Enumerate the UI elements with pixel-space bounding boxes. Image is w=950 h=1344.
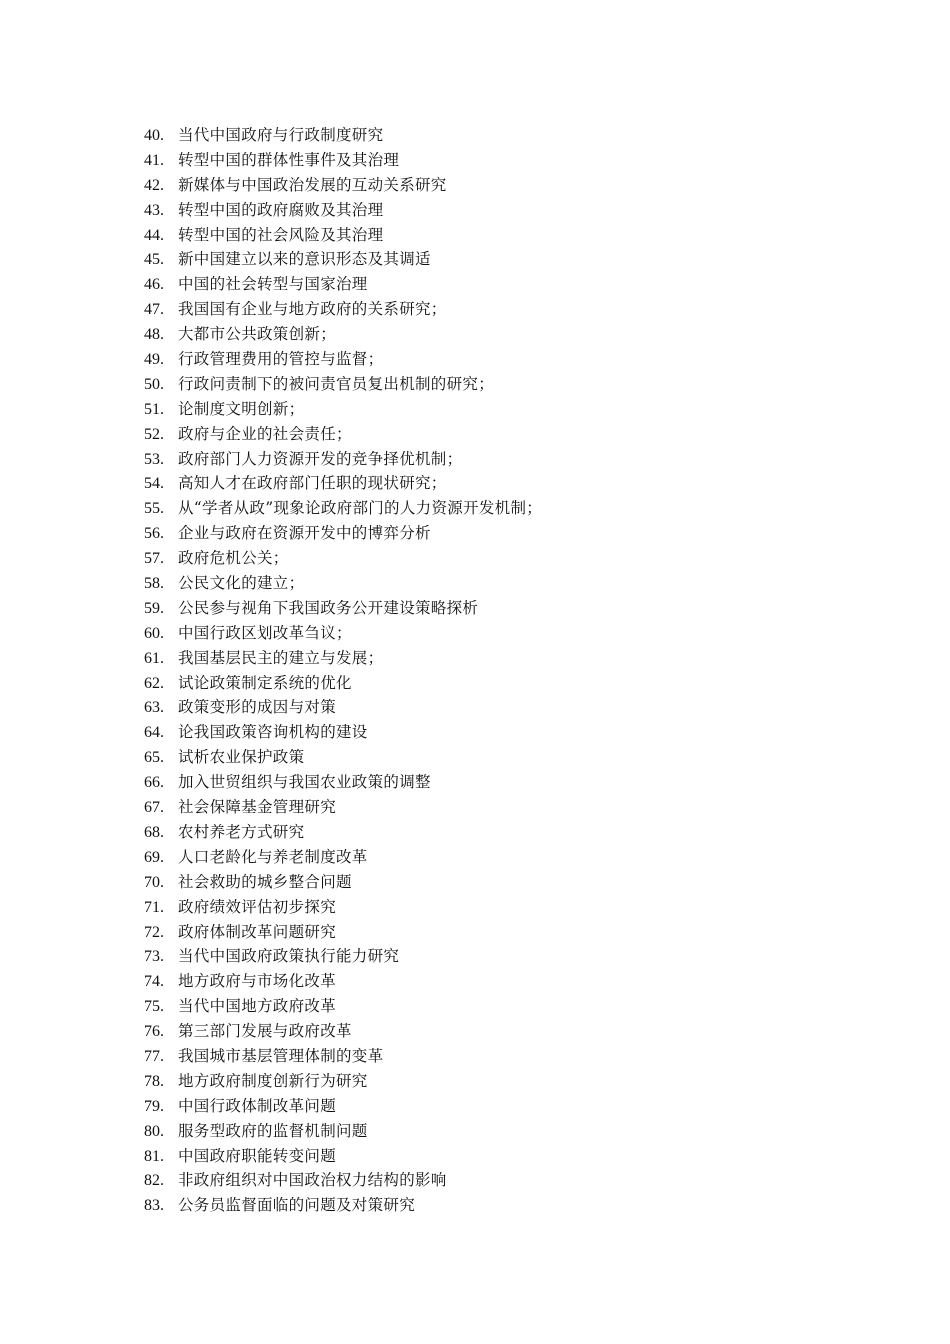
list-item-text: 公务员监督面临的问题及对策研究 [178, 1196, 416, 1215]
list-item [144, 148, 542, 173]
list-item-number: 40. [144, 127, 164, 144]
list-item [144, 695, 542, 720]
list-item-text: 高知人才在政府部门任职的现状研究； [178, 474, 447, 493]
list-item [144, 1069, 542, 1094]
list-item [144, 596, 542, 621]
list-item-text: 社会保障基金管理研究 [178, 798, 337, 817]
list-item [144, 471, 542, 496]
list-item [144, 521, 542, 546]
list-item [144, 795, 542, 820]
list-item-text: 政府与企业的社会责任； [178, 424, 352, 443]
list-item-text: 中国行政区划改革刍议； [178, 623, 352, 642]
list-item-number: 78. [144, 1072, 164, 1090]
list-item-text: 政府绩效评估初步探究 [178, 897, 337, 916]
list-item-text: 政府部门人力资源开发的竞争择优机制； [178, 449, 463, 468]
list-item-text: 我国基层民主的建立与发展； [178, 648, 384, 667]
list-item [144, 1044, 542, 1069]
list-item-number: 73. [144, 948, 164, 966]
list-item-text: 当代中国政府政策执行能力研究 [178, 947, 400, 966]
list-item-text: 中国的社会转型与国家治理 [178, 275, 368, 294]
list-item-text: 企业与政府在资源开发中的博弈分析 [178, 524, 431, 543]
list-item [144, 198, 542, 223]
list-item-text: 大都市公共政策创新； [178, 325, 337, 344]
list-item-text: 论我国政策咨询机构的建设 [178, 723, 368, 742]
list-item-text: 我国国有企业与地方政府的关系研究； [178, 300, 447, 319]
list-item-number: 69. [144, 848, 164, 866]
list-item [144, 720, 542, 745]
list-item-text: 新中国建立以来的意识形态及其调适 [178, 250, 431, 269]
list-item-text: 政府体制改革问题研究 [178, 922, 337, 941]
list-item [144, 895, 542, 920]
list-item [144, 347, 542, 372]
list-item-number: 72. [144, 923, 164, 941]
list-item-number: 55. [144, 500, 164, 518]
list-item [144, 646, 542, 671]
list-item-number: 75. [144, 998, 164, 1016]
list-item-number: 45. [144, 251, 164, 269]
list-item-number: 71. [144, 898, 164, 916]
list-item-number: 44. [144, 226, 164, 244]
list-item-text: 人口老龄化与养老制度改革 [178, 847, 368, 866]
list-item-text: 政府危机公关； [178, 549, 289, 568]
list-item-text: 试析农业保护政策 [178, 748, 305, 767]
list-item-text: 转型中国的社会风险及其治理 [178, 225, 384, 244]
list-item [144, 173, 542, 198]
list-item-number: 48. [144, 326, 164, 344]
list-item-number: 46. [144, 276, 164, 294]
list-item-number: 82. [144, 1172, 164, 1190]
list-item-number: 60. [144, 624, 164, 642]
list-item-text: 我国城市基层管理体制的变革 [178, 1046, 384, 1065]
list-item [144, 223, 542, 248]
list-item [144, 1144, 542, 1169]
list-item [144, 994, 542, 1019]
list-item [144, 496, 542, 521]
list-item-number: 63. [144, 699, 164, 717]
list-item [144, 671, 542, 696]
list-item-text: 农村养老方式研究 [178, 822, 305, 841]
list-item [144, 820, 542, 845]
list-item [144, 770, 542, 795]
list-item [144, 920, 542, 945]
list-item-text: 中国行政体制改革问题 [178, 1096, 337, 1115]
list-item [144, 1119, 542, 1144]
list-item-text: 中国政府职能转变问题 [178, 1146, 337, 1165]
list-item-number: 76. [144, 1023, 164, 1041]
list-item [144, 944, 542, 969]
list-item-number: 53. [144, 450, 164, 468]
list-item [144, 1094, 542, 1119]
list-item-text: 行政问责制下的被问责官员复出机制的研究； [178, 374, 495, 393]
list-item [144, 1193, 542, 1218]
list-item [144, 1019, 542, 1044]
list-item-text: 试论政策制定系统的优化 [178, 673, 352, 692]
list-item-number: 43. [144, 201, 164, 219]
list-item [144, 745, 542, 770]
topic-list [144, 123, 542, 1218]
list-item-number: 54. [144, 475, 164, 493]
list-item [144, 372, 542, 397]
list-item-text: 当代中国地方政府改革 [178, 997, 337, 1016]
list-item-number: 47. [144, 301, 164, 319]
list-item [144, 546, 542, 571]
list-item [144, 571, 542, 596]
list-item-text: 转型中国的群体性事件及其治理 [178, 150, 400, 169]
list-item-text: 当代中国政府与行政制度研究 [178, 126, 384, 144]
list-item-number: 79. [144, 1097, 164, 1115]
list-item-text: 论制度文明创新； [178, 399, 305, 418]
list-item-number: 70. [144, 873, 164, 891]
list-item-number: 77. [144, 1047, 164, 1065]
list-item-number: 57. [144, 550, 164, 568]
list-item-number: 42. [144, 176, 164, 194]
list-item [144, 870, 542, 895]
list-item [144, 247, 542, 272]
list-item-number: 58. [144, 575, 164, 593]
list-item [144, 123, 542, 148]
list-item-text: 地方政府与市场化改革 [178, 972, 337, 991]
list-item-text: 第三部门发展与政府改革 [178, 1022, 352, 1041]
list-item-number: 74. [144, 973, 164, 991]
list-item-number: 64. [144, 724, 164, 742]
list-item [144, 845, 542, 870]
list-item [144, 272, 542, 297]
list-item-text: 服务型政府的监督机制问题 [178, 1121, 368, 1140]
list-item-text: 行政管理费用的管控与监督； [178, 350, 384, 369]
list-item-number: 66. [144, 774, 164, 792]
list-item-number: 59. [144, 599, 164, 617]
list-item-number: 50. [144, 375, 164, 393]
list-item-number: 67. [144, 799, 164, 817]
list-item-text: 新媒体与中国政治发展的互动关系研究 [178, 175, 447, 194]
list-item-number: 83. [144, 1197, 164, 1215]
list-item-number: 41. [144, 151, 164, 169]
list-item [144, 969, 542, 994]
list-item-number: 62. [144, 674, 164, 692]
list-item-number: 65. [144, 749, 164, 767]
list-item-text: 公民参与视角下我国政务公开建设策略探析 [178, 598, 479, 617]
list-item-number: 68. [144, 823, 164, 841]
list-item-text: 转型中国的政府腐败及其治理 [178, 200, 384, 219]
list-item [144, 1168, 542, 1193]
list-item-number: 49. [144, 351, 164, 369]
list-item-number: 61. [144, 649, 164, 667]
list-item-text: 加入世贸组织与我国农业政策的调整 [178, 773, 431, 792]
list-item [144, 447, 542, 472]
list-item-text: 社会救助的城乡整合问题 [178, 872, 352, 891]
list-item-text: 非政府组织对中国政治权力结构的影响 [178, 1171, 447, 1190]
list-item-number: 80. [144, 1122, 164, 1140]
list-item [144, 397, 542, 422]
list-item-text: 公民文化的建立； [178, 574, 305, 593]
list-item-number: 81. [144, 1147, 164, 1165]
list-item-text: 地方政府制度创新行为研究 [178, 1071, 368, 1090]
list-item-text: 从“学者从政”现象论政府部门的人力资源开发机制； [178, 499, 543, 518]
list-item [144, 422, 542, 447]
list-item-number: 51. [144, 400, 164, 418]
list-item-number: 52. [144, 425, 164, 443]
list-item [144, 297, 542, 322]
list-item-number: 56. [144, 525, 164, 543]
list-item-text: 政策变形的成因与对策 [178, 698, 337, 717]
list-item [144, 322, 542, 347]
list-item [144, 621, 542, 646]
